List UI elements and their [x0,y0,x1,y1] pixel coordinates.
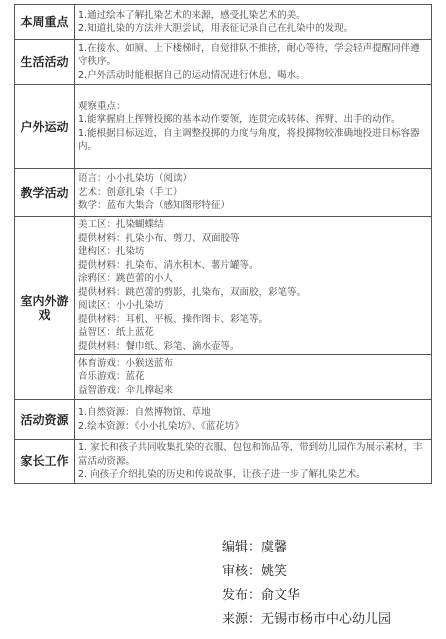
row-category: 家长工作 [15,440,75,484]
content-line: 1. 家长和孩子共同收集扎染的衣服、包包和饰品等，带到幼儿园作为展示素材，丰富活动资源。 [78,442,423,467]
weekly-plan-table [14,4,432,484]
credit-reviewer [222,560,391,584]
content-line: 体育游戏：小猴送蓝布 [78,357,174,369]
credit-source-value: 无锡市杨市中心幼儿园 [261,612,392,627]
row-content [75,355,432,400]
weekly-plan-table-body [15,5,432,484]
row-category: 本周重点 [15,5,75,40]
row-content [75,440,432,484]
row-category: 室内外游戏 [15,217,75,400]
credit-publisher-value: 俞文华 [261,588,301,603]
row-content [75,400,432,440]
content-line: 数学：蓝布大集合（感知图形特征） [78,200,231,212]
row-content [75,169,432,217]
content-line: 提供材料：扎染布、清水积木、薯片罐等。 [78,259,259,271]
credit-reviewer-value: 姚笑 [261,564,288,579]
content-line: 艺术：创意扎染（手工） [78,186,183,198]
row-content [75,40,432,85]
credit-publisher [222,584,391,608]
content-line: 观察重点： [78,100,126,112]
credit-source-label: 来源： [222,612,262,627]
table-row [15,400,432,440]
content-line: 1.自然资源：自然博物馆、草地 [78,407,211,418]
content-line: 1.能掌握肩上挥臂投掷的基本动作要领，连贯完成转体、挥臂、出手的动作。 [78,114,401,125]
content-line: 2.知道扎染的方法并大胆尝试，用表征记录自己在扎染中的发现。 [78,23,354,34]
content-line: 音乐游戏：蓝花 [78,371,145,383]
credit-editor-value: 虞馨 [261,540,288,555]
row-category: 户外运动 [15,85,75,169]
content-line: 阅读区：小小扎染坊 [78,300,164,311]
table-row [15,5,432,40]
table-row [15,355,432,400]
content-line: 1.通过绘本了解扎染艺术的来源，感受扎染艺术的美。 [78,9,306,21]
table-row [15,169,432,217]
content-line: 益智游戏：伞儿撑起来 [78,384,174,396]
content-line: 涂鸦区：跳芭蕾的小人 [78,273,174,284]
content-line: 提供材料：耳机、平板、操作图卡、彩笔等。 [78,313,269,325]
credit-reviewer-label: 审核： [222,564,262,579]
credit-editor-label: 编辑： [222,540,262,555]
content-line: 1.在接水、如厕、上下楼梯时，自觉排队不推挤，耐心等待，学会轻声提醒同伴遵守秩序。 [78,42,420,68]
content-line: 益智区：纸上蓝花 [78,327,155,338]
credit-publisher-label: 发布： [222,588,262,603]
content-line: 1.能根据目标远近，自主调整投掷的力度与角度，将投掷物较准确地投进目标容器内。 [78,127,420,152]
content-line: 2.户外活动时能根据自己的运动情况进行休息、喝水。 [78,69,306,81]
table-row [15,85,432,169]
table-row [15,440,432,484]
credit-editor [222,536,391,560]
credits-footer [222,536,391,632]
row-content [75,217,432,355]
content-line: 提供材料：跳芭蕾的剪影，扎染布，双面胶，彩笔等。 [78,286,307,298]
content-line: 2. 向孩子介绍扎染的历史和传说故事，让孩子进一步了解扎染艺术。 [78,469,366,480]
credit-source [222,608,391,632]
content-line: 提供材料：扎染小布、剪刀、双面胶等 [78,232,240,244]
content-line: 语言：小小扎染坊（阅读） [78,173,193,185]
row-category: 教学活动 [15,169,75,217]
content-line: 建构区：扎染坊 [78,246,145,257]
row-category: 生活活动 [15,40,75,85]
content-line: 提供材料：餐巾纸、彩笔、滴水壶等。 [78,340,240,352]
row-content [75,5,432,40]
row-category: 活动资源 [15,400,75,440]
table-row [15,217,432,355]
row-content [75,85,432,169]
content-line: 2.绘本资源：《小小扎染坊》、《蓝花坊》 [78,420,244,432]
table-row [15,40,432,85]
content-line: 美工区：扎染蝴蝶结 [78,219,164,230]
